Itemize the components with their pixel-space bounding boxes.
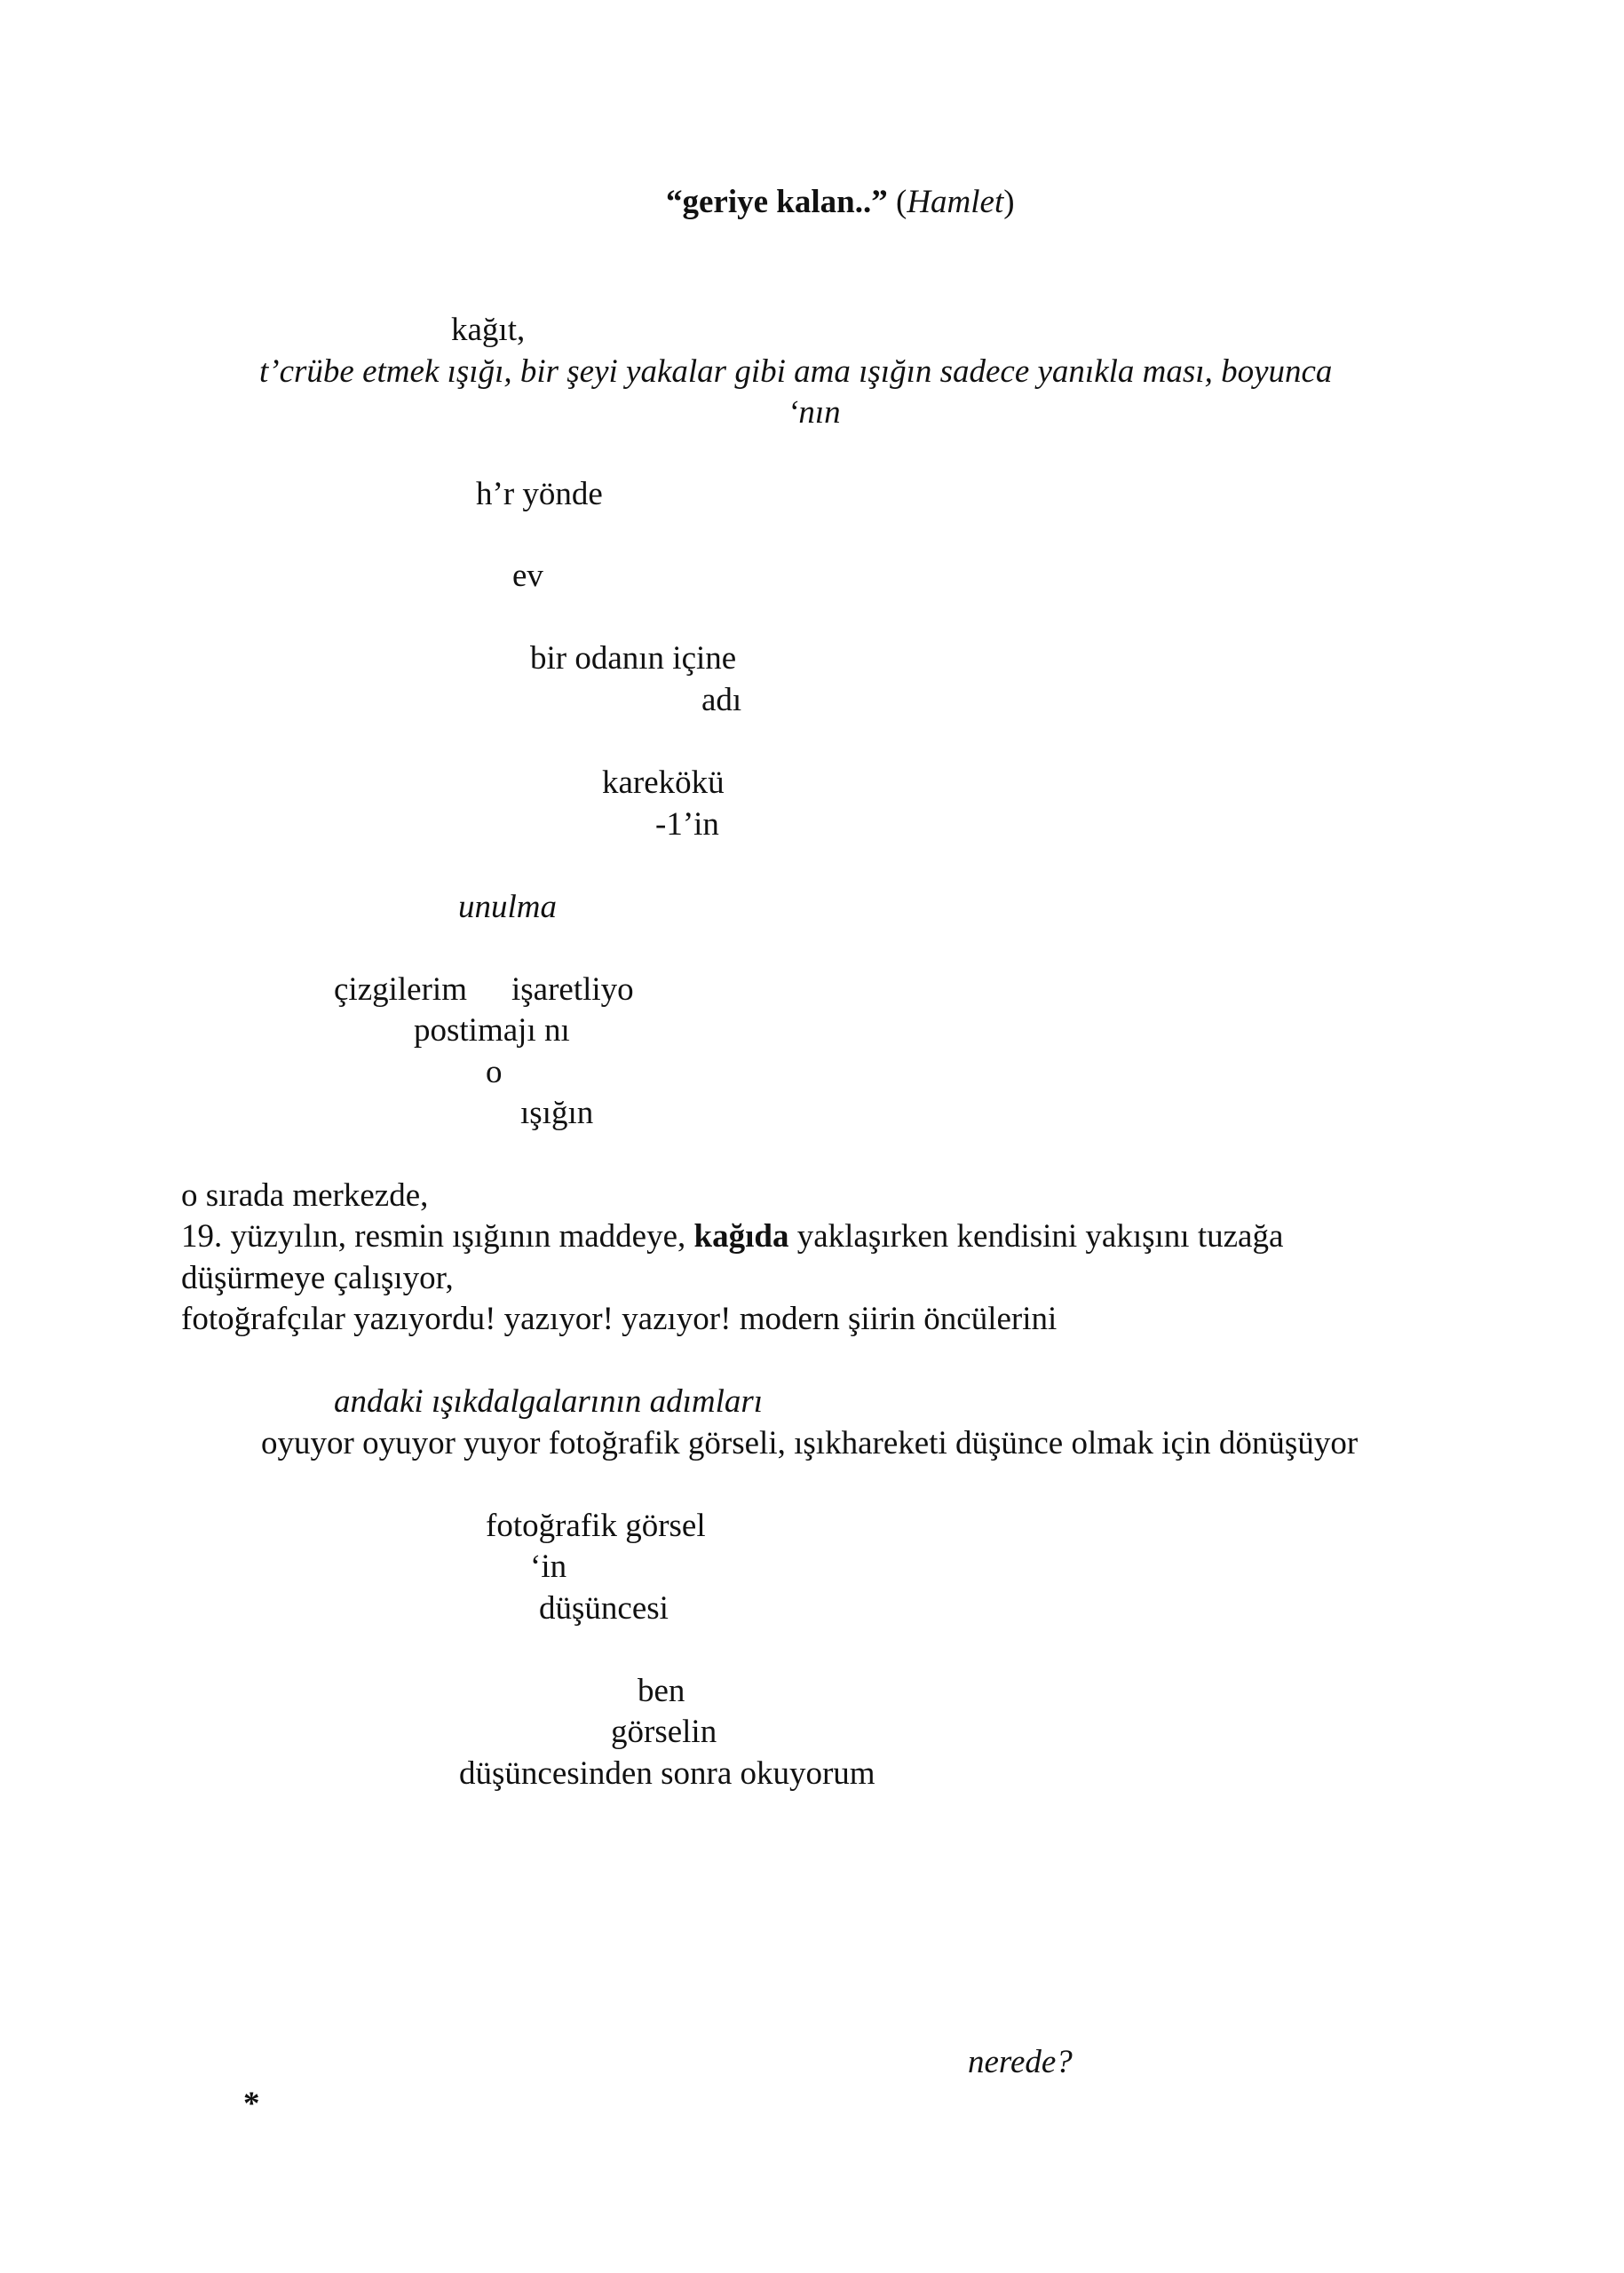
- line-dusuncesinden: düşüncesinden sonra okuyorum: [459, 1755, 875, 1792]
- paragraph-line-3: düşürmeye çalışıyor,: [181, 1260, 454, 1296]
- line-her-yonde: h’r yönde: [476, 476, 603, 512]
- paragraph-line-2-end: yaklaşırken kendisini yakışını tuzağa: [788, 1218, 1284, 1255]
- line-adi: adı: [701, 682, 742, 718]
- title-open-paren: (: [895, 184, 907, 220]
- line-bir-odanin: bir odanın içine: [530, 640, 737, 677]
- line-unulma: unulma: [458, 889, 557, 925]
- line-cizgilerim: çizgilerim: [334, 971, 467, 1008]
- line-gorselin: görselin: [611, 1714, 717, 1750]
- line-fotografik-gorsel: fotoğrafik görsel: [486, 1508, 706, 1544]
- paragraph-line-2-start: 19. yüzyılın, resmin ışığının maddeye,: [181, 1218, 694, 1255]
- line-minus-one: -1’in: [655, 806, 719, 843]
- line-isigin: ışığın: [520, 1095, 594, 1131]
- line-andaki: andaki ışıkdalgalarının adımları: [334, 1383, 764, 1420]
- line-kagit: kağıt,: [451, 312, 526, 348]
- title-source: Hamlet: [907, 184, 1004, 220]
- line-nin: ‘nın: [788, 394, 841, 431]
- paragraph-line-4: fotoğrafçılar yazıyordu! yazıyor! yazıyor! modern şiirin öncülerini: [181, 1301, 1058, 1337]
- line-o: o: [486, 1054, 503, 1090]
- line-ev: ev: [512, 558, 543, 594]
- line-dusuncesi: düşüncesi: [539, 1590, 669, 1627]
- title-quote: “geriye kalan..”: [666, 184, 888, 220]
- asterisk-mark: *: [243, 2086, 260, 2122]
- line-nerede: nerede?: [968, 2044, 1073, 2080]
- line-karekoku: karekökü: [602, 764, 725, 801]
- line-in: ‘in: [530, 1548, 567, 1585]
- line-oyuyor: oyuyor oyuyor yuyor fotoğrafik görseli, ışıkhareketi düşünce olmak için dönüşüyor: [261, 1425, 1359, 1461]
- paragraph-line-2-bold: kağıda: [693, 1218, 789, 1255]
- paragraph-line-2: [181, 1217, 1283, 1256]
- line-italic-tecrube: t’crübe etmek ışığı, bir şeyi yakalar gibi ama ışığın sadece yanıkla ması, boyunca: [259, 353, 1333, 390]
- title-close-paren: ): [1003, 184, 1015, 220]
- line-postimaji: postimajı nı: [414, 1012, 570, 1049]
- poem-title: [666, 183, 1015, 222]
- line-ben: ben: [638, 1673, 685, 1709]
- line-isaretliyo: işaretliyo: [511, 971, 634, 1008]
- paragraph-line-1: o sırada merkezde,: [181, 1177, 429, 1214]
